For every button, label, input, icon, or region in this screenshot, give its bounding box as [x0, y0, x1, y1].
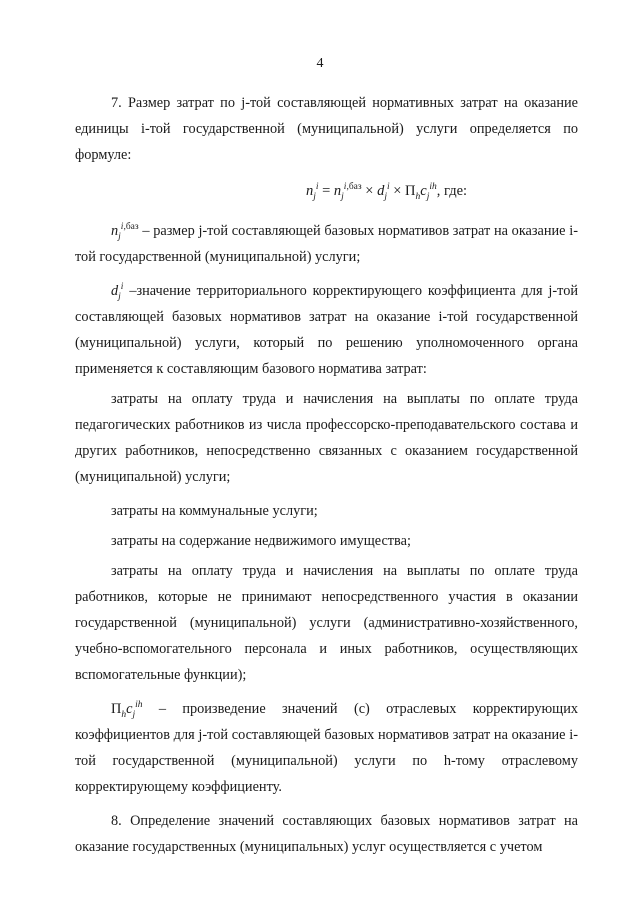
paragraph-7: 7. Размер затрат по j-той составляющей нормативных затрат на оказание единицы i-той государственной (муниципальной) услуги определяется по формуле:	[75, 95, 578, 163]
list-item: затраты на коммунальные услуги;	[111, 503, 318, 519]
page-number: 4	[316, 56, 324, 71]
list-item: затраты на оплату труда и начисления на выплаты по оплате труда работников, которые не принимают непосредственного участия в оказании государственной (муниципальной) услуги (административно-хозяйственного, учебно-вспомогательного персонала и иных работников, осуществляющих вспомогательные функции);	[75, 563, 578, 683]
formula-tail: , где:	[436, 183, 468, 199]
definition-n-base: $n_j^{i,баз}$ – размер j-той составляющей базовых нормативов затрат на оказание i-той государственной (муниципальной) услуги;	[75, 222, 578, 265]
definition-n-base-text: – размер j-той составляющей базовых нормативов затрат на оказание i-той государственной (муниципальной) услуги;	[75, 223, 578, 265]
list-item: затраты на содержание недвижимого имущества;	[111, 533, 411, 549]
definition-pi-text: – произведение значений (с) отраслевых корректирующих коэффициентов для j-той составляющей базовых нормативов затрат на оказание i-той государственной (муниципальной) услуги по h-тому отраслевому корректирующему коэффициенту.	[75, 701, 578, 795]
definition-d-text: –значение территориального корректирующего коэффициента для j-той составляющей базовых нормативов затрат на оказание i-той государственной (муниципальной) услуги, который по решению уполномоченного органа применяется к составляющим базового норматива затрат:	[75, 283, 578, 377]
definition-pi: $П_hc_j^{ih}$ – произведение значений (с) отраслевых корректирующих коэффициентов для j-той составляющей базовых нормативов затрат на оказание i-той государственной (муниципальной) услуги по h-тому отраслевому корректирующему коэффициенту.	[75, 700, 578, 795]
formula: $n_j^i = n_j^{i,баз} \times d_j^i \times П_hc_j^{ih}$, где:	[305, 182, 468, 202]
paragraph-8: 8. Определение значений составляющих базовых нормативов затрат на оказание государственных (муниципальных) услуг осуществляется с учетом	[75, 813, 578, 855]
definition-d: $d_j^i$ –значение территориального корректирующего коэффициента для j-той составляющей базовых нормативов затрат на оказание i-той государственной (муниципальной) услуги, который по решению уполномоченного органа применяется к составляющим базового норматива затрат:	[75, 282, 578, 377]
document-body	[75, 90, 578, 860]
list-item: затраты на оплату труда и начисления на выплаты по оплате труда педагогических работников из числа профессорско-преподавательского состава и других работников, непосредственно связанных с оказанием государственной (муниципальной) услуги;	[75, 391, 578, 485]
